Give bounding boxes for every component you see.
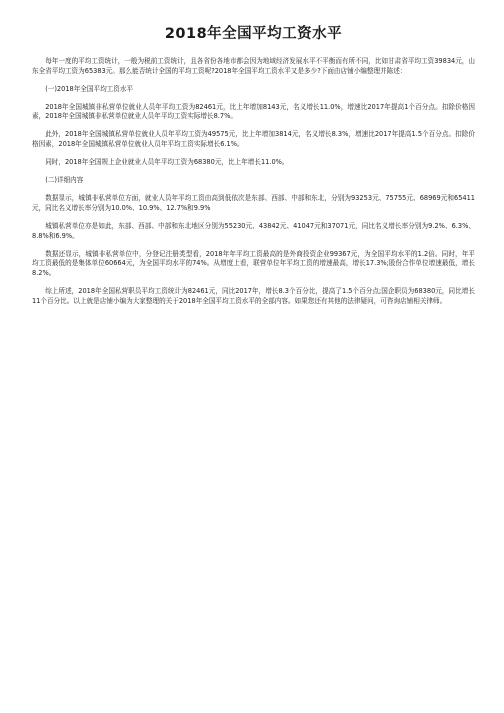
enterprise-wage-paragraph: 同时，2018年全国规上企业就业人员年平均工资为68380元，比上年增长11.0%。 [45,158,289,167]
regional-private-paragraph: 城镇私营单位亦是如此，东部、西部、中部和东北地区分别为55230元、43842元、41047元和37071元，同比名义增长率分别为9.2%、6.3%、8.8%和6.9%。 [32,222,475,240]
intro-paragraph: 每年一度的平均工资统计，一般为税前工资统计，且各省份各地市都会因为地域经济发展水平不平衡而有所不同，比如甘肃省平均工资39834元，山东全省平均工资为65383元。那么能否统计全国的平均工资呢?2018年全国平均工资水平又是多少?下面由店铺小编整理并陈述： [32,57,475,75]
non-private-wage-paragraph: 2018年全国城镇非私营单位就业人员年平均工资为82461元，比上年增加8143元，名义增长11.0%，增速比2017年提高1个百分点。扣除价格因素，2018年全国城镇非私营单位就业人员年平均工资实际增长8.7%。 [32,102,475,121]
page-title: 2018年全国平均工资水平 [164,26,343,42]
regional-non-private-paragraph: 数据显示，城镇非私营单位方面，就业人员年平均工资由高到低依次是东部、西部、中部和东北，分别为93253元、75755元、68969元和65411元，同比名义增长率分别为10.0%、10.9%、12.7%和9.9% [32,194,475,212]
private-wage-paragraph: 此外，2018年全国城镇私营单位就业人员年平均工资为49575元，比上年增加3814元，名义增长8.3%，增速比2017年提高1.5个百分点。扣除价格因素，2018年全国城镇私营单位就业人员年平均工资实际增长6.1%。 [32,130,475,149]
section-heading-1: (一)2018年全国平均工资水平 [45,84,134,93]
summary-paragraph: 综上所述，2018年全国私营职员平均工资统计为82461元，同比2017年，增长8.3个百分比，提高了1.5个百分点;国企职员为68380元，同比增长11个百分比。以上就是店铺小编为大家整理的关于2018年全国平均工资水平的全部内容。如果您还有其他的法律疑问，可咨询店铺相关律师。 [32,287,475,305]
registration-type-paragraph: 数据还显示，城镇非私营单位中，分登记注册类型看，2018年年平均工资最高的是外商投资企业99367元，为全国平均水平的1.2倍。同时，年平均工资最低的是集体单位60664元，为全国平均水平的74%。从增度上看，联营单位年平均工资的增速最高，增长17.3%;股份合作单位增速最低，增长8.2%。 [32,249,475,277]
section-heading-2: (二)详细内容 [45,176,84,185]
